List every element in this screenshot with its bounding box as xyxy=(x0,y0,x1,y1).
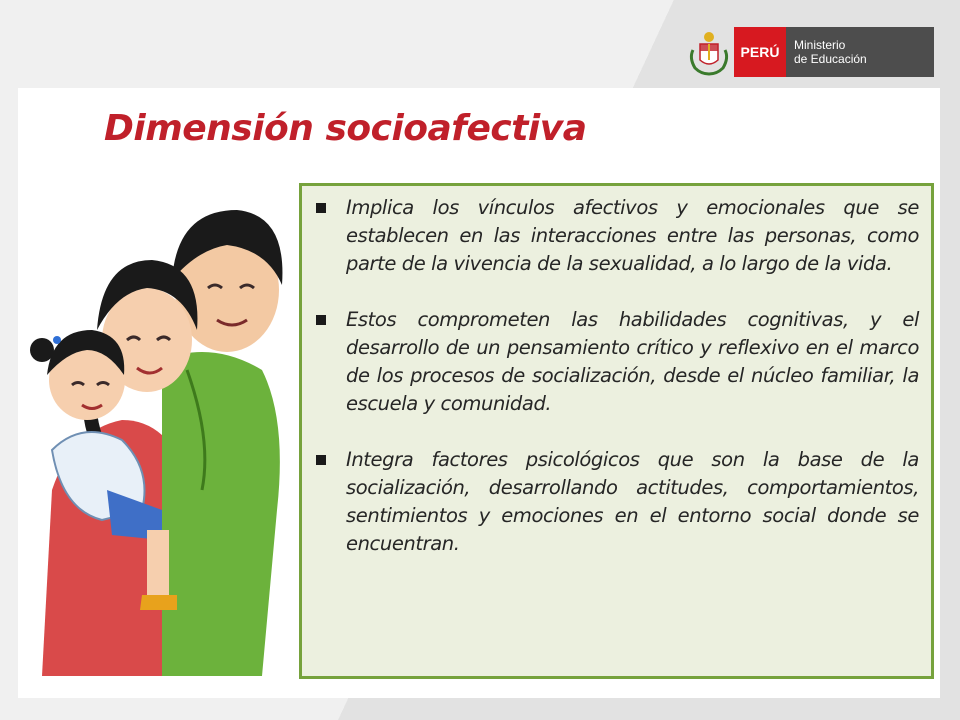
coat-of-arms-icon xyxy=(686,27,732,77)
content-box xyxy=(299,183,934,679)
bullet-item xyxy=(316,446,919,558)
ministry-line-1: Ministerio xyxy=(794,38,846,52)
ministry-logo xyxy=(686,27,934,77)
country-label: PERÚ xyxy=(740,44,780,60)
bullet-text: Implica los vínculos afectivos y emocionales que se establecen en las interacciones entre las personas, como parte de la vivencia de la sexualidad, a lo largo de la vida. xyxy=(346,196,919,275)
ministry-name xyxy=(786,27,934,77)
bullet-item xyxy=(316,306,919,418)
family-illustration xyxy=(12,190,302,676)
bullet-text: Estos comprometen las habilidades cognitivas, y el desarrollo de un pensamiento crítico y reflexivo en el marco de los procesos de socialización, desde el núcleo familiar, la escuela y comunidad. xyxy=(346,308,919,415)
bullet-item xyxy=(316,194,919,278)
square-bullet-icon xyxy=(316,455,326,465)
page-title: Dimensión socioafectiva xyxy=(104,108,587,149)
bullet-text: Integra factores psicológicos que son la base de la socialización, desarrollando actitudes, comportamientos, sentimientos y emociones en el entorno social donde se encuentran. xyxy=(346,448,919,555)
ministry-line-2: de Educación xyxy=(794,52,867,66)
square-bullet-icon xyxy=(316,315,326,325)
square-bullet-icon xyxy=(316,203,326,213)
country-badge xyxy=(734,27,786,77)
